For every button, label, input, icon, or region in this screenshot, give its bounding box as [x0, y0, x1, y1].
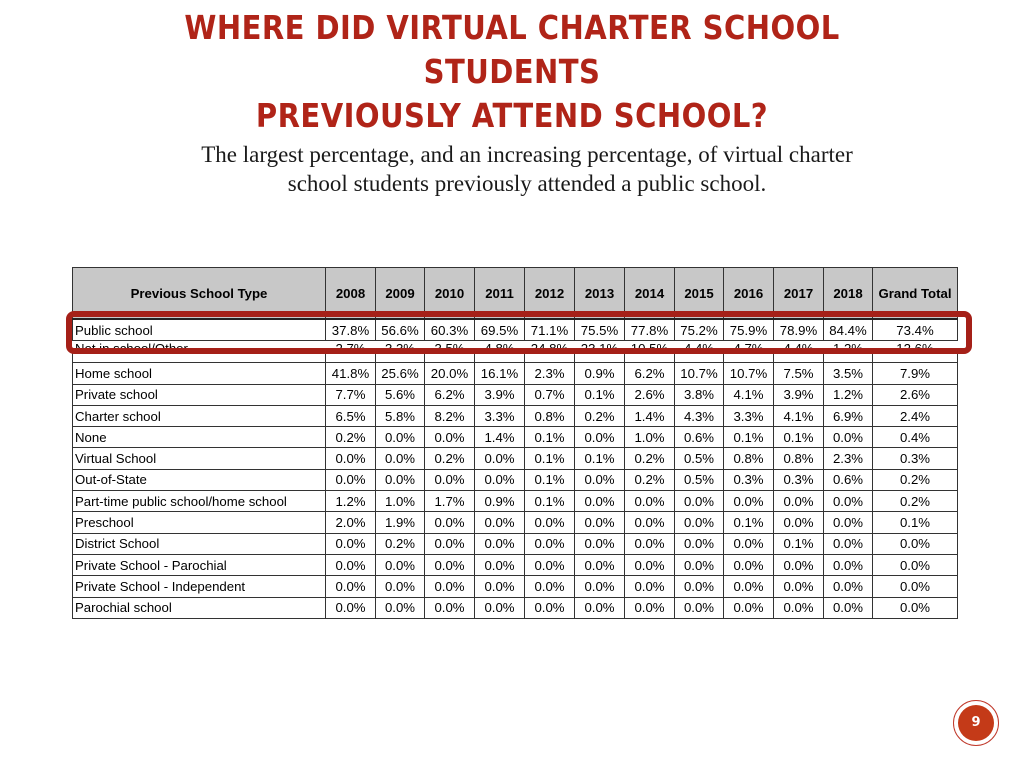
row-label: Home school — [73, 363, 326, 384]
table-cell: 0.0% — [774, 512, 824, 533]
title-line-1: WHERE DID VIRTUAL CHARTER SCHOOL STUDENTS — [184, 8, 840, 91]
cell-text: 3.3% — [384, 341, 416, 357]
table-cell: 1.0% — [376, 491, 425, 512]
header-2011: 2011 — [475, 268, 525, 320]
table-cell: 0.3% — [873, 448, 958, 469]
table-cell: 0.0% — [824, 491, 873, 512]
table-cell: 4.3% — [675, 405, 724, 426]
table-cell: 0.2% — [873, 491, 958, 512]
table-cell: 0.0% — [675, 554, 724, 575]
table-cell: 0.0% — [326, 597, 376, 618]
table-row — [73, 363, 958, 384]
table-cell: 1.0% — [625, 427, 675, 448]
table-cell: 0.2% — [326, 427, 376, 448]
table-cell: 0.0% — [625, 554, 675, 575]
table-cell: 0.0% — [475, 469, 525, 490]
table-cell: 2.3% — [824, 448, 873, 469]
table-cell: 0.0% — [873, 533, 958, 554]
table-cell: 0.4% — [873, 427, 958, 448]
table-cell: 0.0% — [425, 469, 475, 490]
table-cell: 71.1% — [525, 319, 575, 341]
table-cell: 0.0% — [675, 576, 724, 597]
table-cell: 3.9% — [774, 384, 824, 405]
table-cell: 0.0% — [326, 533, 376, 554]
table-cell: 0.0% — [774, 491, 824, 512]
table-cell: 0.1% — [724, 427, 774, 448]
table-cell: 77.8% — [625, 319, 675, 341]
table-row — [73, 384, 958, 405]
table-cell: 0.0% — [425, 533, 475, 554]
table-cell: 0.0% — [425, 512, 475, 533]
cell-text: 1.2% — [832, 341, 864, 357]
row-label: None — [73, 427, 326, 448]
subtitle-line-2: school students previously attended a public school. — [287, 171, 767, 196]
row-label: Private school — [73, 384, 326, 405]
table-row — [73, 554, 958, 575]
header-2010: 2010 — [425, 268, 475, 320]
table-cell: 0.6% — [675, 427, 724, 448]
table-cell: 8.2% — [425, 405, 475, 426]
table-cell: 0.2% — [625, 448, 675, 469]
table-cell: 0.0% — [525, 554, 575, 575]
table-body — [73, 319, 958, 618]
table-cell: 0.0% — [575, 427, 625, 448]
table-cell: 0.0% — [326, 469, 376, 490]
table-cell: 0.0% — [625, 533, 675, 554]
header-2018: 2018 — [824, 268, 873, 320]
table-cell: 0.9% — [475, 491, 525, 512]
table-cell: 0.1% — [774, 533, 824, 554]
table-cell: 4.1% — [724, 384, 774, 405]
table-cell: 10.7% — [675, 363, 724, 384]
table-row — [73, 597, 958, 618]
table-cell: 0.0% — [475, 448, 525, 469]
table-cell: 0.0% — [376, 469, 425, 490]
table-cell: 0.8% — [525, 405, 575, 426]
table-cell: 0.0% — [575, 576, 625, 597]
header-2017: 2017 — [774, 268, 824, 320]
table-cell: 69.5% — [475, 319, 525, 341]
public-school-highlight-box — [66, 311, 972, 357]
table-cell: 0.0% — [326, 554, 376, 575]
table-row — [73, 427, 958, 448]
table-cell: 0.0% — [824, 427, 873, 448]
table-cell: 6.5% — [326, 405, 376, 426]
table-cell: 0.3% — [724, 469, 774, 490]
table-cell: 3.3% — [475, 405, 525, 426]
table-cell: 0.0% — [724, 576, 774, 597]
table-cell: 0.0% — [525, 533, 575, 554]
table-cell: 0.0% — [625, 512, 675, 533]
table-cell: 2.3% — [525, 363, 575, 384]
cell-text: 2.7% — [335, 341, 366, 357]
table-cell: 0.0% — [376, 576, 425, 597]
table-cell: 73.4% — [873, 319, 958, 341]
table-cell: 7.5% — [774, 363, 824, 384]
cell-text: 4.8% — [484, 341, 515, 357]
title-line-2: PREVIOUSLY ATTEND SCHOOL? — [255, 96, 769, 135]
header-2012: 2012 — [525, 268, 575, 320]
table-cell: 41.8% — [326, 363, 376, 384]
table-cell: 6.2% — [425, 384, 475, 405]
table-cell: 84.4% — [824, 319, 873, 341]
table-cell: 0.1% — [575, 448, 625, 469]
table-cell: 0.0% — [525, 512, 575, 533]
table-cell: 75.9% — [724, 319, 774, 341]
table-cell: 0.0% — [824, 576, 873, 597]
table-cell: 6.2% — [625, 363, 675, 384]
row-label: Preschool — [73, 512, 326, 533]
slide-title — [114, 6, 910, 138]
table-cell: 0.0% — [724, 554, 774, 575]
table-row — [73, 512, 958, 533]
table-cell: 6.9% — [824, 405, 873, 426]
table-cell: 2.6% — [625, 384, 675, 405]
page-number-badge — [953, 700, 999, 746]
table-cell: 0.0% — [525, 576, 575, 597]
table-cell: 37.8% — [326, 319, 376, 341]
table-cell: 0.0% — [425, 427, 475, 448]
table-cell: 1.4% — [625, 405, 675, 426]
table-cell: 0.2% — [425, 448, 475, 469]
table-cell: 0.0% — [625, 597, 675, 618]
table-cell: 0.0% — [525, 597, 575, 618]
table-cell: 0.5% — [675, 469, 724, 490]
table-cell: 0.1% — [525, 448, 575, 469]
table-cell: 1.7% — [425, 491, 475, 512]
cell-text: 10.5% — [630, 341, 669, 357]
table-cell: 0.0% — [425, 597, 475, 618]
table-cell: 75.5% — [575, 319, 625, 341]
table-cell: 0.0% — [824, 554, 873, 575]
table-cell: 0.0% — [625, 491, 675, 512]
table-cell: 0.0% — [575, 533, 625, 554]
cell-text: 4.4% — [683, 341, 715, 357]
table-cell: 3.8% — [675, 384, 724, 405]
row-label: Out-of-State — [73, 469, 326, 490]
table-cell: 0.0% — [376, 427, 425, 448]
table-cell: 0.1% — [525, 427, 575, 448]
table-cell: 0.1% — [525, 491, 575, 512]
table-cell: 0.2% — [575, 405, 625, 426]
table-cell: 2.0% — [326, 512, 376, 533]
table-cell: 1.9% — [376, 512, 425, 533]
table-cell: 0.0% — [376, 448, 425, 469]
table-cell: 0.0% — [675, 597, 724, 618]
table-row — [73, 469, 958, 490]
header-2014: 2014 — [625, 268, 675, 320]
table-cell: 60.3% — [425, 319, 475, 341]
table-cell: 0.2% — [625, 469, 675, 490]
table-row — [73, 491, 958, 512]
table-cell: 0.0% — [873, 597, 958, 618]
row-label: Parochial school — [73, 597, 326, 618]
table-cell: 0.0% — [326, 576, 376, 597]
header-2009: 2009 — [376, 268, 425, 320]
table-cell: 0.7% — [525, 384, 575, 405]
table-cell: 25.6% — [376, 363, 425, 384]
header-previous-school-type: Previous School Type — [73, 268, 326, 320]
table-cell: 0.0% — [774, 554, 824, 575]
header-2015: 2015 — [675, 268, 724, 320]
table-cell: 0.1% — [575, 384, 625, 405]
table-cell: 0.0% — [724, 597, 774, 618]
table-cell: 5.8% — [376, 405, 425, 426]
table-row — [73, 405, 958, 426]
row-label: Charter school — [73, 405, 326, 426]
table-cell: 0.1% — [774, 427, 824, 448]
table-cell: 0.2% — [376, 533, 425, 554]
table-cell: 7.7% — [326, 384, 376, 405]
cell-text: 3.5% — [434, 341, 465, 357]
row-label: Private School - Independent — [73, 576, 326, 597]
cell-text: 24.8% — [530, 341, 569, 357]
table-cell: 0.0% — [475, 512, 525, 533]
cell-text: 4.4% — [783, 341, 814, 357]
table-cell: 1.2% — [326, 491, 376, 512]
table-cell: 7.9% — [873, 363, 958, 384]
table-cell: 56.6% — [376, 319, 425, 341]
table-cell: 78.9% — [774, 319, 824, 341]
row-label: Public school — [73, 319, 326, 341]
table-cell: 0.0% — [675, 512, 724, 533]
table-cell: 0.0% — [425, 576, 475, 597]
cell-text: 23.1% — [580, 341, 619, 357]
page-number: 9 — [958, 705, 994, 741]
row-label: District School — [73, 533, 326, 554]
table-cell: 0.0% — [724, 491, 774, 512]
table-cell: 0.0% — [475, 554, 525, 575]
cell-text: 12.6% — [896, 341, 934, 357]
table-cell: 0.1% — [525, 469, 575, 490]
table-cell: 75.2% — [675, 319, 724, 341]
header-grand-total: Grand Total — [873, 268, 958, 320]
table-row — [73, 576, 958, 597]
table-cell: 0.0% — [774, 597, 824, 618]
row-label: Virtual School — [73, 448, 326, 469]
table-cell: 0.0% — [425, 554, 475, 575]
table-cell: 0.0% — [575, 597, 625, 618]
table-cell: 0.0% — [824, 533, 873, 554]
header-2013: 2013 — [575, 268, 625, 320]
table-cell: 16.1% — [475, 363, 525, 384]
table-cell: 4.1% — [774, 405, 824, 426]
table-cell: 0.0% — [475, 533, 525, 554]
table-cell: 0.0% — [824, 512, 873, 533]
table-cell: 0.8% — [774, 448, 824, 469]
table-row — [73, 533, 958, 554]
table-cell: 0.1% — [724, 512, 774, 533]
table-cell: 0.0% — [575, 469, 625, 490]
table-cell: 3.9% — [475, 384, 525, 405]
table-cell: 1.4% — [475, 427, 525, 448]
table-cell: 0.5% — [675, 448, 724, 469]
table-cell: 0.0% — [724, 533, 774, 554]
row-label: Part-time public school/home school — [73, 491, 326, 512]
table-cell: 2.4% — [873, 405, 958, 426]
table-cell: 0.0% — [575, 512, 625, 533]
table-cell: 0.0% — [376, 597, 425, 618]
table-cell: 0.0% — [575, 491, 625, 512]
table-row — [73, 448, 958, 469]
table-cell: 0.0% — [873, 554, 958, 575]
subtitle-line-1: The largest percentage, and an increasing percentage, of virtual charter — [201, 142, 853, 167]
table-cell: 0.1% — [873, 512, 958, 533]
table-cell: 0.0% — [824, 597, 873, 618]
table-cell: 5.6% — [376, 384, 425, 405]
table-cell: 0.0% — [326, 448, 376, 469]
table-cell: 0.6% — [824, 469, 873, 490]
table-cell: 10.7% — [724, 363, 774, 384]
cell-text: Not in school/Other — [75, 341, 188, 357]
table-cell: 0.0% — [575, 554, 625, 575]
table-cell: 3.3% — [724, 405, 774, 426]
table-cell: 2.6% — [873, 384, 958, 405]
header-2016: 2016 — [724, 268, 774, 320]
cell-text: 4.7% — [733, 341, 764, 357]
table-cell: 0.0% — [675, 491, 724, 512]
table-cell: 3.5% — [824, 363, 873, 384]
table-cell: 0.9% — [575, 363, 625, 384]
table-cell: 0.0% — [625, 576, 675, 597]
table-cell: 0.3% — [774, 469, 824, 490]
slide-subtitle — [90, 140, 964, 198]
header-2008: 2008 — [326, 268, 376, 320]
table-cell: 0.0% — [873, 576, 958, 597]
table-cell: 0.0% — [675, 533, 724, 554]
table-cell: 0.0% — [774, 576, 824, 597]
table-cell: 0.2% — [873, 469, 958, 490]
table-cell: 0.0% — [475, 576, 525, 597]
table-cell: 0.8% — [724, 448, 774, 469]
table-cell: 1.2% — [824, 384, 873, 405]
table-cell: 20.0% — [425, 363, 475, 384]
table-cell: 0.0% — [475, 597, 525, 618]
table-cell: 0.0% — [376, 554, 425, 575]
row-label: Private School - Parochial — [73, 554, 326, 575]
